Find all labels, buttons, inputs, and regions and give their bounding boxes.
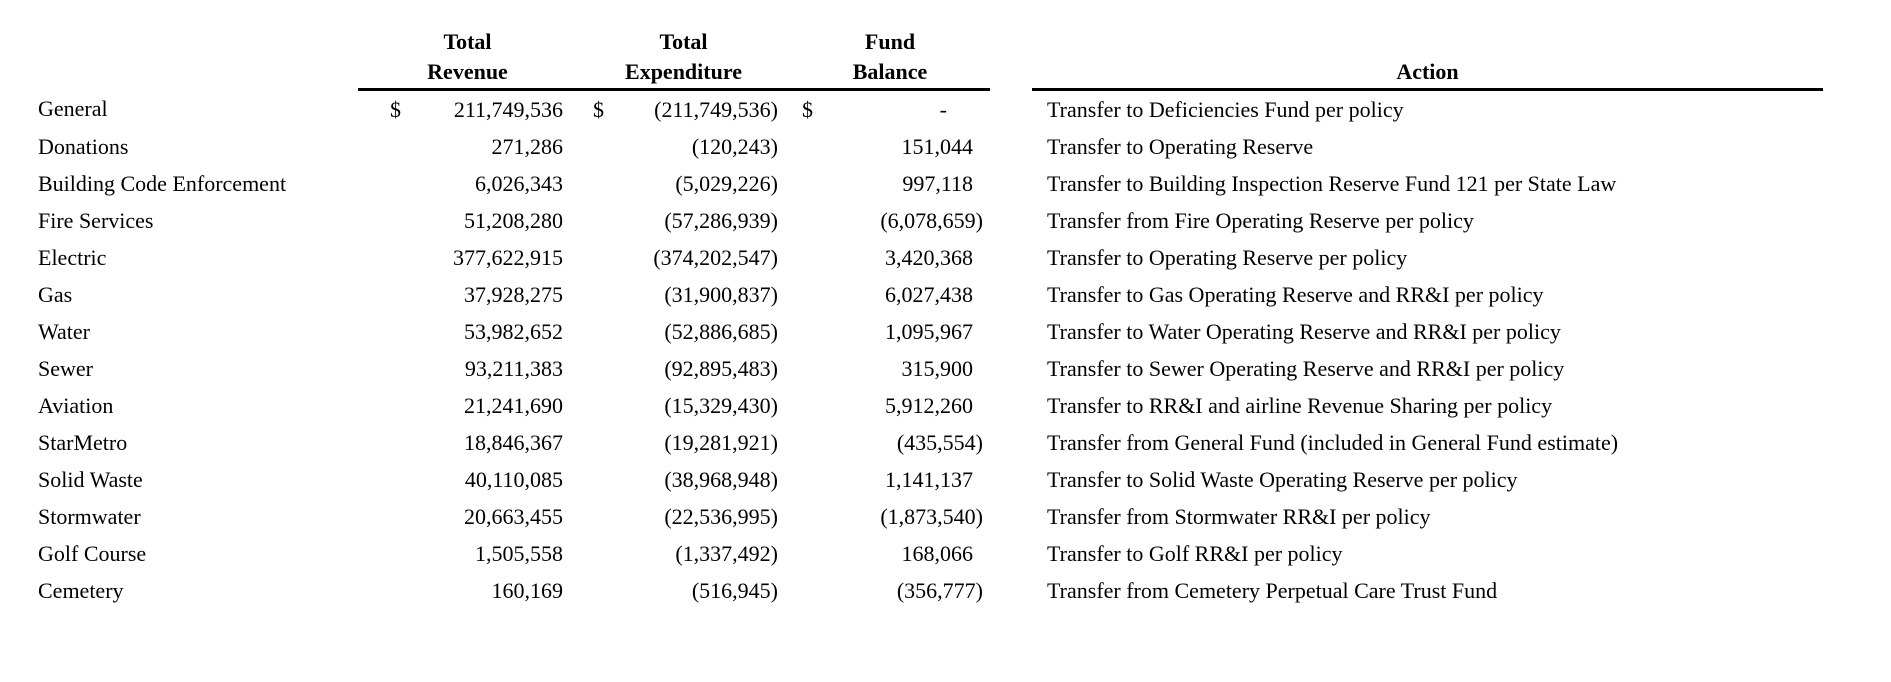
- action-cell: Transfer to RR&I and airline Revenue Sharing per policy: [1047, 392, 1553, 418]
- action-cell: Transfer to Gas Operating Reserve and RR&I per policy: [1047, 281, 1544, 307]
- total-revenue-cell-value: 6,026,343: [475, 170, 563, 196]
- fund-balance-cell: [790, 387, 990, 424]
- total-revenue-cell-wrap: [358, 424, 577, 461]
- fund-balance-cell: [790, 461, 990, 498]
- total-revenue-cell: [358, 202, 577, 239]
- table-body: [0, 89, 1891, 609]
- fund-name-cell: Fire Services: [38, 207, 154, 233]
- gap-cell: [990, 535, 1032, 572]
- fund-name-cell: Water: [38, 318, 90, 344]
- fund-balance-cell-value: (6,078,659): [880, 207, 983, 233]
- total-expenditure-cell-wrap: [577, 498, 790, 535]
- fund-name-cell: StarMetro: [38, 429, 128, 455]
- total-expenditure-cell: [577, 498, 790, 535]
- table-row: [0, 387, 1891, 424]
- currency-symbol: $: [593, 96, 604, 122]
- total-expenditure-cell-value: (31,900,837): [664, 281, 778, 307]
- total-revenue-cell-value: 21,241,690: [464, 392, 563, 418]
- right-margin-cell: [1823, 498, 1891, 535]
- total-revenue-cell: [358, 350, 577, 387]
- right-margin-cell: [1823, 572, 1891, 609]
- gap-cell: [990, 313, 1032, 350]
- total-revenue-cell: [358, 165, 577, 202]
- fund-balance-cell-wrap: [790, 572, 990, 609]
- total-revenue-cell-wrap: [358, 91, 577, 128]
- total-revenue-cell-value: 93,211,383: [464, 355, 563, 381]
- total-revenue-cell: [358, 89, 577, 128]
- right-margin-cell: [1823, 461, 1891, 498]
- total-revenue-cell-value: 271,286: [491, 133, 563, 159]
- total-expenditure-cell: [577, 535, 790, 572]
- fund-name-cell: Electric: [38, 244, 107, 270]
- fund-name-cell: Golf Course: [38, 540, 147, 566]
- total-expenditure-cell-value: (19,281,921): [664, 429, 778, 455]
- total-revenue-cell: [358, 313, 577, 350]
- header-action: Action: [1032, 56, 1823, 89]
- table-row: [0, 276, 1891, 313]
- action-cell: Transfer to Solid Waste Operating Reserve per policy: [1047, 466, 1518, 492]
- fund-balance-cell-wrap: [790, 461, 990, 498]
- total-expenditure-cell: [577, 572, 790, 609]
- fund-balance-cell: [790, 572, 990, 609]
- fund-balance-cell-value: (356,777): [896, 577, 983, 603]
- total-revenue-cell: [358, 572, 577, 609]
- table-row: [0, 424, 1891, 461]
- fund-name-cell: Sewer: [38, 355, 93, 381]
- fund-balance-cell-wrap: [790, 276, 990, 313]
- header-total-expenditure-line2: Expenditure: [577, 56, 790, 89]
- header-gap: [990, 0, 1032, 56]
- table-row: [0, 165, 1891, 202]
- total-revenue-cell-value: 53,982,652: [464, 318, 563, 344]
- header-total-revenue-line2: Revenue: [358, 56, 577, 89]
- total-expenditure-cell: [577, 89, 790, 128]
- fund-balance-cell-value: 5,912,260: [885, 392, 973, 418]
- gap-cell: [990, 350, 1032, 387]
- total-expenditure-cell-wrap: [577, 165, 790, 202]
- total-revenue-cell: [358, 387, 577, 424]
- fund-name-cell: Gas: [38, 281, 73, 307]
- fund-balance-cell: [790, 350, 990, 387]
- action-cell: Transfer to Deficiencies Fund per policy: [1047, 96, 1404, 122]
- fund-balance-cell: [790, 239, 990, 276]
- gap-cell: [990, 572, 1032, 609]
- total-expenditure-cell-value: (22,536,995): [664, 503, 778, 529]
- total-expenditure-cell-value: (516,945): [691, 577, 778, 603]
- total-revenue-cell: [358, 276, 577, 313]
- gap-cell: [990, 276, 1032, 313]
- fund-balance-cell-value: 997,118: [902, 170, 973, 196]
- header-fund-name-blank: [0, 0, 358, 56]
- table-row: [0, 535, 1891, 572]
- header-right-margin: [1823, 0, 1891, 56]
- total-expenditure-cell: [577, 313, 790, 350]
- table-row: [0, 239, 1891, 276]
- header-fund-name-blank2: [0, 56, 358, 89]
- gap-cell: [990, 128, 1032, 165]
- fund-balance-cell-wrap: [790, 239, 990, 276]
- total-expenditure-cell-wrap: [577, 535, 790, 572]
- table-row: [0, 498, 1891, 535]
- fund-balance-cell-value: 151,044: [901, 133, 973, 159]
- fund-name-cell: Donations: [38, 133, 129, 159]
- total-expenditure-cell-value: (211,749,536): [654, 96, 778, 122]
- fund-balance-cell: [790, 498, 990, 535]
- header-action-blank: [1032, 0, 1823, 56]
- fund-balance-cell-wrap: [790, 91, 990, 128]
- fund-balance-cell-wrap: [790, 350, 990, 387]
- total-expenditure-cell: [577, 165, 790, 202]
- fund-name-cell: Cemetery: [38, 577, 124, 603]
- total-expenditure-cell-wrap: [577, 387, 790, 424]
- total-expenditure-cell-value: (92,895,483): [664, 355, 778, 381]
- total-expenditure-cell-wrap: [577, 239, 790, 276]
- table-row: [0, 128, 1891, 165]
- header-fund-balance-line1: Fund: [864, 29, 916, 54]
- total-revenue-cell-wrap: [358, 276, 577, 313]
- total-revenue-cell-wrap: [358, 535, 577, 572]
- right-margin-cell: [1823, 350, 1891, 387]
- total-revenue-cell: [358, 461, 577, 498]
- total-revenue-cell-value: 37,928,275: [464, 281, 563, 307]
- right-margin-cell: [1823, 313, 1891, 350]
- total-expenditure-cell-wrap: [577, 276, 790, 313]
- fund-balance-cell-wrap: [790, 535, 990, 572]
- action-cell: Transfer to Operating Reserve: [1047, 133, 1314, 159]
- total-expenditure-cell: [577, 128, 790, 165]
- table-row: [0, 572, 1891, 609]
- fund-name-cell: Building Code Enforcement: [38, 170, 287, 196]
- total-expenditure-cell-wrap: [577, 202, 790, 239]
- action-cell: Transfer from General Fund (included in General Fund estimate): [1047, 429, 1619, 455]
- header-total-expenditure-line1: Total: [659, 29, 708, 54]
- gap-cell: [990, 202, 1032, 239]
- total-expenditure-cell-value: (52,886,685): [664, 318, 778, 344]
- total-revenue-cell-wrap: [358, 165, 577, 202]
- total-revenue-cell: [358, 128, 577, 165]
- total-revenue-cell-value: 377,622,915: [453, 244, 563, 270]
- fund-balance-cell-value: 1,141,137: [885, 466, 973, 492]
- total-revenue-cell-wrap: [358, 498, 577, 535]
- gap-cell: [990, 461, 1032, 498]
- total-expenditure-cell: [577, 202, 790, 239]
- fund-balance-cell: [790, 313, 990, 350]
- action-cell: Transfer from Cemetery Perpetual Care Trust Fund: [1047, 577, 1498, 603]
- action-cell: Transfer to Golf RR&I per policy: [1047, 540, 1343, 566]
- fund-balance-cell-wrap: [790, 424, 990, 461]
- fund-balance-cell-wrap: [790, 313, 990, 350]
- fund-name-cell: Solid Waste: [38, 466, 143, 492]
- fund-balance-cell: [790, 89, 990, 128]
- total-expenditure-cell-wrap: [577, 313, 790, 350]
- action-cell: Transfer from Fire Operating Reserve per policy: [1047, 207, 1474, 233]
- action-cell: Transfer to Sewer Operating Reserve and RR&I per policy: [1047, 355, 1565, 381]
- right-margin-cell: [1823, 165, 1891, 202]
- total-expenditure-cell-wrap: [577, 572, 790, 609]
- fund-balance-cell-wrap: [790, 387, 990, 424]
- right-margin-cell: [1823, 128, 1891, 165]
- fund-name-cell: Aviation: [38, 392, 114, 418]
- total-expenditure-cell-wrap: [577, 424, 790, 461]
- fund-balance-cell-wrap: [790, 165, 990, 202]
- fund-balance-cell: [790, 535, 990, 572]
- total-expenditure-cell-value: (120,243): [691, 133, 778, 159]
- total-expenditure-cell-wrap: [577, 128, 790, 165]
- total-expenditure-cell-wrap: [577, 91, 790, 128]
- total-revenue-cell: [358, 498, 577, 535]
- total-revenue-cell-value: 51,208,280: [464, 207, 563, 233]
- fund-balance-cell-value: 1,095,967: [885, 318, 973, 344]
- action-cell: Transfer to Operating Reserve per policy: [1047, 244, 1408, 270]
- total-revenue-cell-wrap: [358, 387, 577, 424]
- fund-balance-cell-value: 6,027,438: [885, 281, 973, 307]
- total-revenue-cell-wrap: [358, 128, 577, 165]
- total-expenditure-cell-value: (38,968,948): [664, 466, 778, 492]
- total-revenue-cell-wrap: [358, 239, 577, 276]
- total-revenue-cell-value: 160,169: [491, 577, 563, 603]
- action-cell: Transfer to Water Operating Reserve and RR&I per policy: [1047, 318, 1561, 344]
- gap-cell: [990, 387, 1032, 424]
- right-margin-cell: [1823, 239, 1891, 276]
- header-row-2: [0, 56, 1891, 89]
- total-revenue-cell-value: 1,505,558: [475, 540, 563, 566]
- header-gap2: [990, 56, 1032, 89]
- fund-balance-cell-wrap: [790, 202, 990, 239]
- currency-symbol: $: [390, 96, 401, 122]
- gap-cell: [990, 424, 1032, 461]
- fund-balance-cell: [790, 165, 990, 202]
- header-fund-balance-line2: Balance: [790, 56, 990, 89]
- fund-balance-cell-value: -: [939, 96, 947, 122]
- table-row: [0, 350, 1891, 387]
- fund-balance-cell: [790, 424, 990, 461]
- total-expenditure-cell: [577, 239, 790, 276]
- gap-cell: [990, 239, 1032, 276]
- total-revenue-cell-wrap: [358, 572, 577, 609]
- fund-name-cell: Stormwater: [38, 503, 141, 529]
- table-header: [0, 0, 1891, 89]
- right-margin-cell: [1823, 535, 1891, 572]
- total-revenue-cell: [358, 239, 577, 276]
- right-margin-cell: [1823, 424, 1891, 461]
- gap-cell: [990, 89, 1032, 128]
- total-expenditure-cell: [577, 350, 790, 387]
- total-expenditure-cell: [577, 387, 790, 424]
- fund-balance-cell: [790, 128, 990, 165]
- fund-balance-cell: [790, 276, 990, 313]
- gap-cell: [990, 498, 1032, 535]
- total-revenue-cell-wrap: [358, 350, 577, 387]
- total-revenue-cell-value: 40,110,085: [464, 466, 563, 492]
- total-revenue-cell: [358, 424, 577, 461]
- total-revenue-cell-value: 18,846,367: [464, 429, 563, 455]
- header-row-1: [0, 0, 1891, 56]
- table-row: [0, 313, 1891, 350]
- table-row: [0, 89, 1891, 128]
- gap-cell: [990, 165, 1032, 202]
- right-margin-cell: [1823, 276, 1891, 313]
- fund-balance-cell-wrap: [790, 498, 990, 535]
- total-expenditure-cell-value: (57,286,939): [664, 207, 778, 233]
- fund-balance-cell-value: 3,420,368: [885, 244, 973, 270]
- total-revenue-cell-wrap: [358, 313, 577, 350]
- total-expenditure-cell-wrap: [577, 461, 790, 498]
- total-revenue-cell-value: 20,663,455: [464, 503, 563, 529]
- action-cell: Transfer from Stormwater RR&I per policy: [1047, 503, 1431, 529]
- total-expenditure-cell-value: (374,202,547): [653, 244, 778, 270]
- fund-balance-cell-value: (435,554): [896, 429, 983, 455]
- table-row: [0, 461, 1891, 498]
- right-margin-cell: [1823, 89, 1891, 128]
- header-right-margin2: [1823, 56, 1891, 89]
- fund-name-cell: General: [38, 95, 108, 121]
- currency-symbol: $: [802, 96, 813, 122]
- header-total-revenue-line1: Total: [443, 29, 492, 54]
- total-expenditure-cell-value: (5,029,226): [675, 170, 778, 196]
- right-margin-cell: [1823, 202, 1891, 239]
- total-expenditure-cell: [577, 461, 790, 498]
- total-expenditure-cell-value: (1,337,492): [675, 540, 778, 566]
- total-revenue-cell: [358, 535, 577, 572]
- total-revenue-cell-wrap: [358, 202, 577, 239]
- fund-balance-cell-value: (1,873,540): [880, 503, 983, 529]
- fund-balance-cell-value: 168,066: [901, 540, 973, 566]
- total-expenditure-cell: [577, 424, 790, 461]
- total-expenditure-cell-wrap: [577, 350, 790, 387]
- total-expenditure-cell-value: (15,329,430): [664, 392, 778, 418]
- fund-balance-cell-wrap: [790, 128, 990, 165]
- total-revenue-cell-value: 211,749,536: [453, 96, 563, 122]
- fund-balance-cell-value: 315,900: [901, 355, 973, 381]
- total-expenditure-cell: [577, 276, 790, 313]
- fund-balance-cell: [790, 202, 990, 239]
- table-row: [0, 202, 1891, 239]
- total-revenue-cell-wrap: [358, 461, 577, 498]
- right-margin-cell: [1823, 387, 1891, 424]
- action-cell: Transfer to Building Inspection Reserve Fund 121 per State Law: [1047, 170, 1617, 196]
